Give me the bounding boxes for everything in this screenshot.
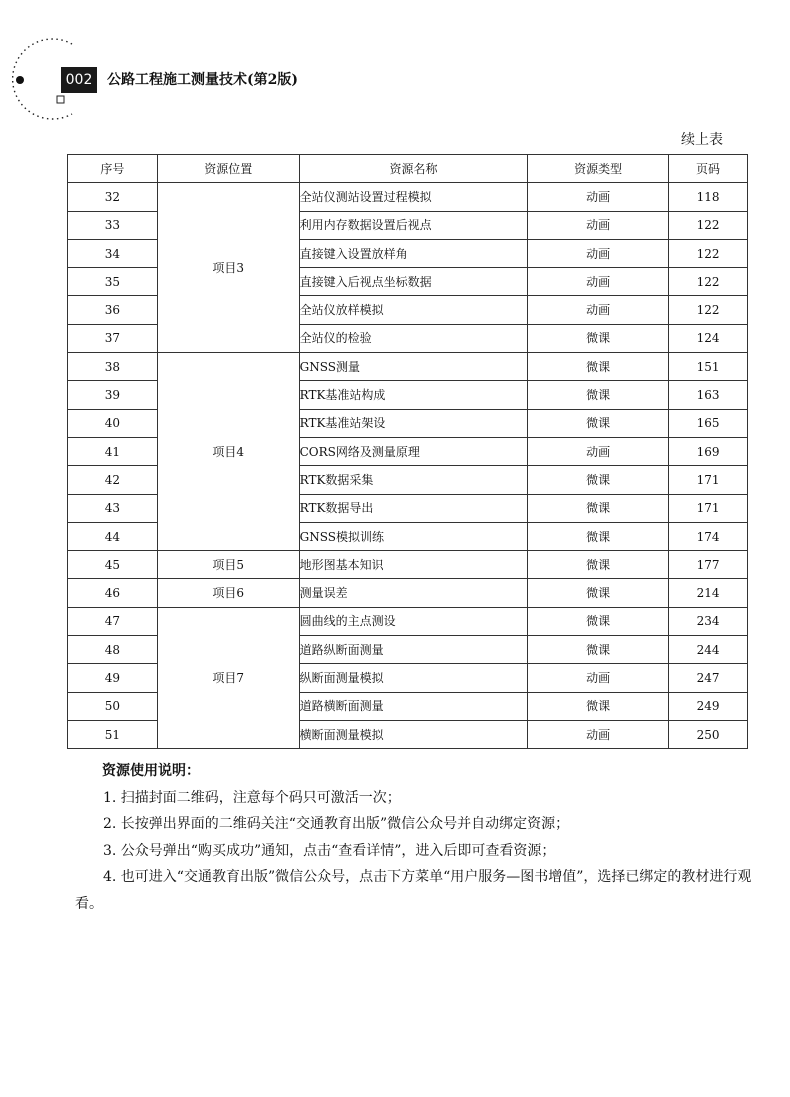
resource-name: RTK基准站构成 — [299, 381, 528, 409]
page-ref: 122 — [669, 211, 748, 239]
note-item: 4. 也可进入“交通教育出版”微信公众号，点击下方菜单“用户服务—图书增值”，选择已绑定的教材进行观看。 — [75, 869, 752, 912]
resource-name: 道路横断面测量 — [299, 692, 528, 720]
table-row — [68, 607, 748, 635]
resource-location: 项目5 — [157, 551, 299, 579]
resource-type: 动画 — [528, 183, 669, 211]
resource-type: 微课 — [528, 692, 669, 720]
resource-type: 动画 — [528, 268, 669, 296]
page-ref: 177 — [669, 551, 748, 579]
row-number: 43 — [68, 494, 158, 522]
row-number: 41 — [68, 437, 158, 465]
resource-type: 微课 — [528, 494, 669, 522]
resource-name: RTK数据采集 — [299, 466, 528, 494]
resource-name: RTK数据导出 — [299, 494, 528, 522]
row-number: 39 — [68, 381, 158, 409]
page-ref: 122 — [669, 268, 748, 296]
column-header: 序号 — [68, 155, 158, 183]
resource-name: 纵断面测量模拟 — [299, 664, 528, 692]
resource-name: RTK基准站架设 — [299, 409, 528, 437]
bullet-dot-icon — [16, 76, 24, 84]
page-ref: 122 — [669, 239, 748, 267]
resource-type: 微课 — [528, 607, 669, 635]
resource-name: 道路纵断面测量 — [299, 636, 528, 664]
page-ref: 169 — [669, 437, 748, 465]
page-number: 002 — [61, 67, 97, 93]
resource-location: 项目6 — [157, 579, 299, 607]
page-ref: 151 — [669, 353, 748, 381]
resource-type: 微课 — [528, 466, 669, 494]
row-number: 46 — [68, 579, 158, 607]
note-item: 1. 扫描封面二维码，注意每个码只可激活一次； — [103, 789, 401, 806]
row-number: 50 — [68, 692, 158, 720]
column-header: 资源类型 — [528, 155, 669, 183]
page-ref: 247 — [669, 664, 748, 692]
notes-title: 资源使用说明： — [102, 763, 200, 779]
row-number: 34 — [68, 239, 158, 267]
row-number: 32 — [68, 183, 158, 211]
resource-name: 直接键入后视点坐标数据 — [299, 268, 528, 296]
resource-name: 全站仪放样模拟 — [299, 296, 528, 324]
resource-type: 微课 — [528, 381, 669, 409]
page-ref: 122 — [669, 296, 748, 324]
row-number: 42 — [68, 466, 158, 494]
row-number: 45 — [68, 551, 158, 579]
resource-name: 圆曲线的主点测设 — [299, 607, 528, 635]
page-ref: 234 — [669, 607, 748, 635]
resource-name: 测量误差 — [299, 579, 528, 607]
resource-type: 动画 — [528, 239, 669, 267]
note-item: 3. 公众号弹出“购买成功”通知，点击“查看详情”，进入后即可查看资源； — [103, 842, 556, 859]
resource-type: 微课 — [528, 579, 669, 607]
row-number: 38 — [68, 353, 158, 381]
table-row — [68, 551, 748, 579]
page-ref: 250 — [669, 720, 748, 748]
table-row — [68, 579, 748, 607]
row-number: 36 — [68, 296, 158, 324]
page-ref: 163 — [669, 381, 748, 409]
resource-type: 动画 — [528, 664, 669, 692]
resource-name: 全站仪的检验 — [299, 324, 528, 352]
row-number: 40 — [68, 409, 158, 437]
continued-label: 续上表 — [681, 132, 723, 148]
table-row — [68, 353, 748, 381]
resource-name: 直接键入设置放样角 — [299, 239, 528, 267]
page-ref: 171 — [669, 494, 748, 522]
page-ref: 124 — [669, 324, 748, 352]
resource-type: 微课 — [528, 324, 669, 352]
resource-type: 动画 — [528, 720, 669, 748]
resource-type: 动画 — [528, 211, 669, 239]
page-ref: 165 — [669, 409, 748, 437]
page-ref: 171 — [669, 466, 748, 494]
column-header: 资源名称 — [299, 155, 528, 183]
page-ref: 214 — [669, 579, 748, 607]
resource-type: 微课 — [528, 522, 669, 550]
row-number: 35 — [68, 268, 158, 296]
resource-name: 地形图基本知识 — [299, 551, 528, 579]
resource-type: 微课 — [528, 636, 669, 664]
resource-location: 项目4 — [157, 353, 299, 551]
page-ref: 244 — [669, 636, 748, 664]
row-number: 51 — [68, 720, 158, 748]
page-ref: 118 — [669, 183, 748, 211]
resource-location: 项目7 — [157, 607, 299, 748]
usage-notes — [75, 758, 765, 917]
book-title: 公路工程施工测量技术(第2版) — [107, 72, 298, 88]
resource-type: 微课 — [528, 353, 669, 381]
table-row — [68, 183, 748, 211]
row-number: 44 — [68, 522, 158, 550]
row-number: 37 — [68, 324, 158, 352]
resource-name: CORS网络及测量原理 — [299, 437, 528, 465]
resource-type: 微课 — [528, 409, 669, 437]
column-header: 页码 — [669, 155, 748, 183]
resource-table — [67, 154, 748, 749]
note-item: 2. 长按弹出界面的二维码关注“交通教育出版”微信公众号并自动绑定资源； — [103, 816, 570, 832]
resource-type: 动画 — [528, 437, 669, 465]
resource-name: 横断面测量模拟 — [299, 720, 528, 748]
resource-name: GNSS测量 — [299, 353, 528, 381]
page-ref: 249 — [669, 692, 748, 720]
resource-name: GNSS模拟训练 — [299, 522, 528, 550]
resource-name: 全站仪测站设置过程模拟 — [299, 183, 528, 211]
page-ref: 174 — [669, 522, 748, 550]
resource-name: 利用内存数据设置后视点 — [299, 211, 528, 239]
row-number: 48 — [68, 636, 158, 664]
table-header-row — [68, 155, 748, 183]
resource-type: 微课 — [528, 551, 669, 579]
column-header: 资源位置 — [157, 155, 299, 183]
row-number: 47 — [68, 607, 158, 635]
row-number: 49 — [68, 664, 158, 692]
row-number: 33 — [68, 211, 158, 239]
resource-type: 动画 — [528, 296, 669, 324]
resource-location: 项目3 — [157, 183, 299, 353]
small-square-icon — [57, 96, 64, 103]
